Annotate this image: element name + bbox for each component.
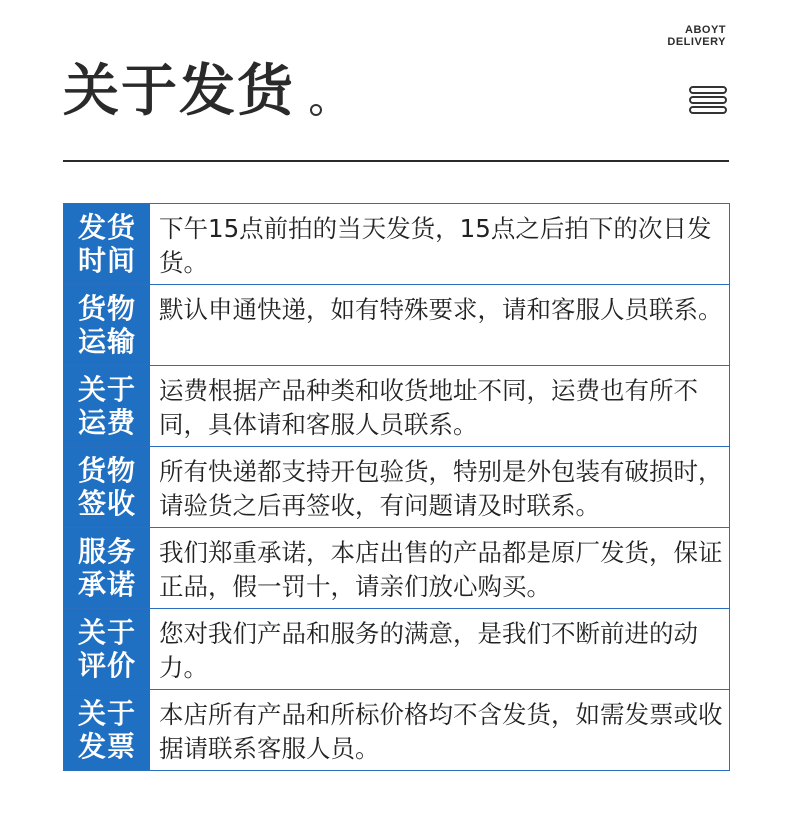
row-label <box>64 528 150 608</box>
header-divider <box>63 160 729 162</box>
row-text: 您对我们产品和服务的满意，是我们不断前进的动力。 <box>159 619 698 682</box>
row-text: 我们郑重承诺，本店出售的产品都是原厂发货，保证正品，假一罚十，请亲们放心购买。 <box>159 538 723 601</box>
info-table <box>63 203 730 771</box>
brand-mark <box>667 24 726 48</box>
brand-line-2: DELIVERY <box>667 36 726 48</box>
row-label-bottom: 承诺 <box>77 568 136 601</box>
menu-icon <box>689 86 723 118</box>
row-label-top: 服务 <box>77 535 136 568</box>
row-label <box>64 204 150 284</box>
info-row-shipping-time <box>63 203 730 284</box>
row-label-bottom: 发票 <box>77 730 136 763</box>
row-text: 默认申通快递，如有特殊要求，请和客服人员联系。 <box>159 295 723 324</box>
info-row-invoice <box>63 689 730 771</box>
title-dot-decoration <box>310 104 322 116</box>
row-label <box>64 690 150 770</box>
page-title: 关于发货 <box>63 59 295 124</box>
brand-line-1: ABOYT <box>685 24 726 36</box>
row-label-bottom: 签收 <box>77 487 136 520</box>
row-label-top: 发货 <box>77 211 136 244</box>
row-label <box>64 609 150 689</box>
row-text: 运费根据产品种类和收货地址不同，运费也有所不同，具体请和客服人员联系。 <box>159 376 698 439</box>
row-label-top: 货物 <box>77 292 136 325</box>
row-text: 本店所有产品和所标价格均不含发货，如需发票或收据请联系客服人员。 <box>159 700 723 763</box>
row-label-bottom: 运费 <box>77 406 136 439</box>
info-row-service-promise <box>63 527 730 608</box>
row-label-top: 关于 <box>77 697 136 730</box>
row-label-top: 关于 <box>77 373 136 406</box>
row-label <box>64 285 150 365</box>
info-row-shipping-fee <box>63 365 730 446</box>
row-label-bottom: 运输 <box>77 325 136 358</box>
row-text: 所有快递都支持开包验货，特别是外包装有破损时，请验货之后再签收，有问题请及时联系。 <box>159 457 723 520</box>
row-label-top: 关于 <box>77 616 136 649</box>
info-row-receipt <box>63 446 730 527</box>
row-label-bottom: 评价 <box>77 649 136 682</box>
row-label <box>64 366 150 446</box>
row-label-top: 货物 <box>77 454 136 487</box>
row-label-bottom: 时间 <box>77 244 136 277</box>
info-row-reviews <box>63 608 730 689</box>
row-text: 下午15点前拍的当天发货，15点之后拍下的次日发货。 <box>159 214 712 277</box>
info-row-transport <box>63 284 730 365</box>
row-label <box>64 447 150 527</box>
